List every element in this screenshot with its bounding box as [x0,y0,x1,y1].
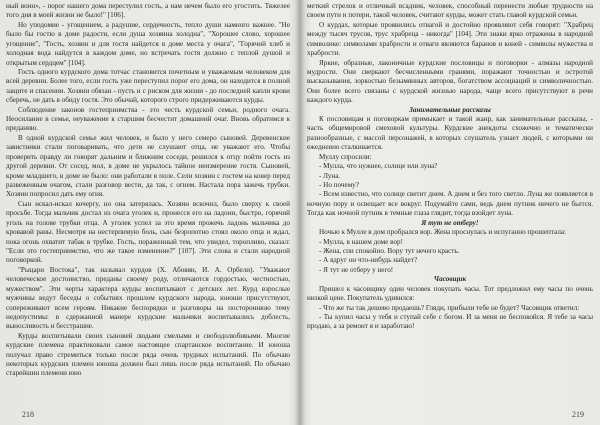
paragraph: Гость одного курдского дома тотчас становится почетным и уважаемым человеком для всей деревни. Более того, если гость уже переступил порог его дома, он находится в полной защите и спасении. Хозяин обязан - пусть и с риском для жизни - до последней капли крови сберечь, не дать в обиду гостя. Это обычай, которого строго придерживаются курды. [6,67,290,105]
paragraph: ный воин», - порог нашего дома перестулил гость, а нам нечем было его угостить. Тяжелее того дня в моей жизни не было!" [106]. [6,2,290,20]
paragraph: - Всем известно, что солнце светит днем. А днем и без того светло. Луна же появляется в ночную пору и освещает все вокруг. Подумайте сами, ведь днем путник ничего не бьется. Тогда как ночной путник в темные глаза глядит, тогда взойдет луна. [307,190,593,218]
section-heading: Занимательные рассказы [409,105,491,114]
paragraph: Ночью к Мулле в дом пробрался вор. Жена проснулась и испуганно прошептала: [319,228,567,237]
paragraph: Муллу спросили: [319,152,372,161]
paragraph: Яркие, образные, лаконичные курдские пословицы и поговорки - алмазы народной мудрости. Они сверкают бесчисленными гранями, поражают точностью и остротой высказывания, зоркостью безымянных авторов, богатством ассоциаций и символичностью. Они более всего связаны с курдской жизнью народа, чаще всего присутствуют в речи каждого курда. [307,58,593,105]
paragraph: К пословицам и поговоркам примыкает и такой жанр, как занимательные рассказы, - часть общемировой смеховой культуры. Курдские анекдоты схожечно и тематически разнообразные, с массой персонажей, в которых слушатель узнает людей, с которыми он ежедневно сталкивается. [307,115,593,152]
paragraph: Но уподомие - угощением, а радушие, сердечность, тепло души намного важнее. "Не было бы гостю в доме радости, если душа хозяина холодна", "Хорошее слово, хорошее угощение", "Гость, хозяин и для гостя найдется в доме места у очага", "Горячий хлеб и холодная вода найдутся в каждом доме, но встречать гостя должно с теплой душой и открытым сердцем" [104]. [6,20,290,67]
left-page [0,0,297,425]
paragraph: О курдах, которые проявились отвагой и достойно проявляют себя говорят: "Храбрец между тысяч трусов, трус храбреца - никогда" [104]. Эти знаки ярко отражены в народной символике: символами храбрости и отваги являются баранов и коней - символы мужества и храбрости. [307,20,593,58]
paragraph: - А вдруг он что-нибудь найдет? [319,256,418,265]
paragraph: - Мулла, в нашем доме вор! [319,237,403,246]
paragraph: - Жена, спи спокойно. Вору тут нечего красть. [319,246,460,255]
book-gutter [295,0,305,425]
paragraph: Соблюдение законов гостеприимства - это честь курдской семьи, родного очага. Неосилание в семье, неуважение к старшим бесчестит домашний очаг. Вновь обратимся к преданию. [6,105,290,133]
paragraph: - Но почему? [319,181,359,190]
paragraph: - Мулла, что нужнее, солнце или луна? [319,162,438,171]
paragraph: "Рыцари Востока", так называл курдов (Х. Абовян, И. А. Орбели). "Уважают человеческое достоинство, преданы своему роду, отличаются гордостью, честностью, мужеством". Эти черты характера курды воспитывают с детских лет. Курд взрослые мужчины ведут беседы о событиях прошлом курдского народа, юноши присутствуют, сопереживают всем героям. Никакие беспорядки и разговоры на постороннюю тему недопустимы: в сдержанной манере курдские мальчики воспитывались доблесть, выносливость и бесстрашие. [6,265,290,331]
paragraph: - Ты купил часы у тебя и ступай себе с богом. И за меня не беспокойся. Я тебе за часы продаю, а за ремонт я и заработаю! [307,312,593,331]
left-page-number: 218 [22,410,34,419]
paragraph: Пришел к часовщику один человек покупать часы. Тот предложил ему часы по очень низкой цене. Покупатель удивился: [307,284,593,303]
paragraph: - Что же ты так дешево продаешь? Гляди, прибыли тебе не будет? Часовщик ответил: [319,303,580,312]
paragraph: - Я тут не отберу у него! [319,265,394,274]
right-page-number: 219 [572,410,584,419]
paragraph: В одной курдской семье жил человек, и было у него семеро сыновей. Деревенские завистники стали поговаривать, что дети не слушают отца, не уважают его. Чтобы проверить правду ли говорят дальним и ближним соседи, решился к отцу пойти гость из другой деревни. От сосед, мол, в доме не укрылось тайное неизмерение гостя. Сыновей, кроме младшего, в доме не было: они работали в поле. Сели хозяин с гостем на ковер перед развеженным очагом, стали разговор вести, да так, с огнем. Настала пора зажечь трубки. Хозяин попросил дать ему огня. [6,133,290,199]
paragraph: - Луна. [319,171,341,180]
section-heading: Часовщик [433,275,467,284]
right-page-text [307,2,593,332]
paragraph: Сын искал-искал кочергу, но она затерялась. Хозяин вскочил, было сверху к своей просьбе. Тогда мальчик достал из очага уголек и, пронесся его на ладони, быстро, горячий уголь на голове трубки отца. А уголек успел за это время прожечь ладонь мальчика до кровавой раны. Несмотря на нестерпимую боль, сын безропотно стоял около отца и ждал, пока огонь охватит табак в трубке. Гость, пораженный тем, что увидел, торопливо, сказал: "Если это гостеприимство, что же такое изменение?" [107]. Эти слова и стали народной поговоркой. [6,199,290,265]
right-page [303,0,600,425]
paragraph: меткий стрелок и отличный всадник, человек, способный перенести любые трудности на своем пути и потери, такой человек, считают курды, может стать главой курдской семьи. [307,2,593,20]
paragraph: Курды воспитывали своих сыновей людьми смелыми и свободолюбивыми. Многие курдские племена практиковали самое настоящее спартанское воспитание. И юноша получал право стремиться только после ряда очень трудных испытаний. По обычаю некоторых курдских племен юноша должен был лишь после ряда испытаний. По обычаю старейшин племени юно [6,331,290,378]
left-page-text [6,2,290,379]
section-heading: Я тут не отберу! [421,218,479,227]
